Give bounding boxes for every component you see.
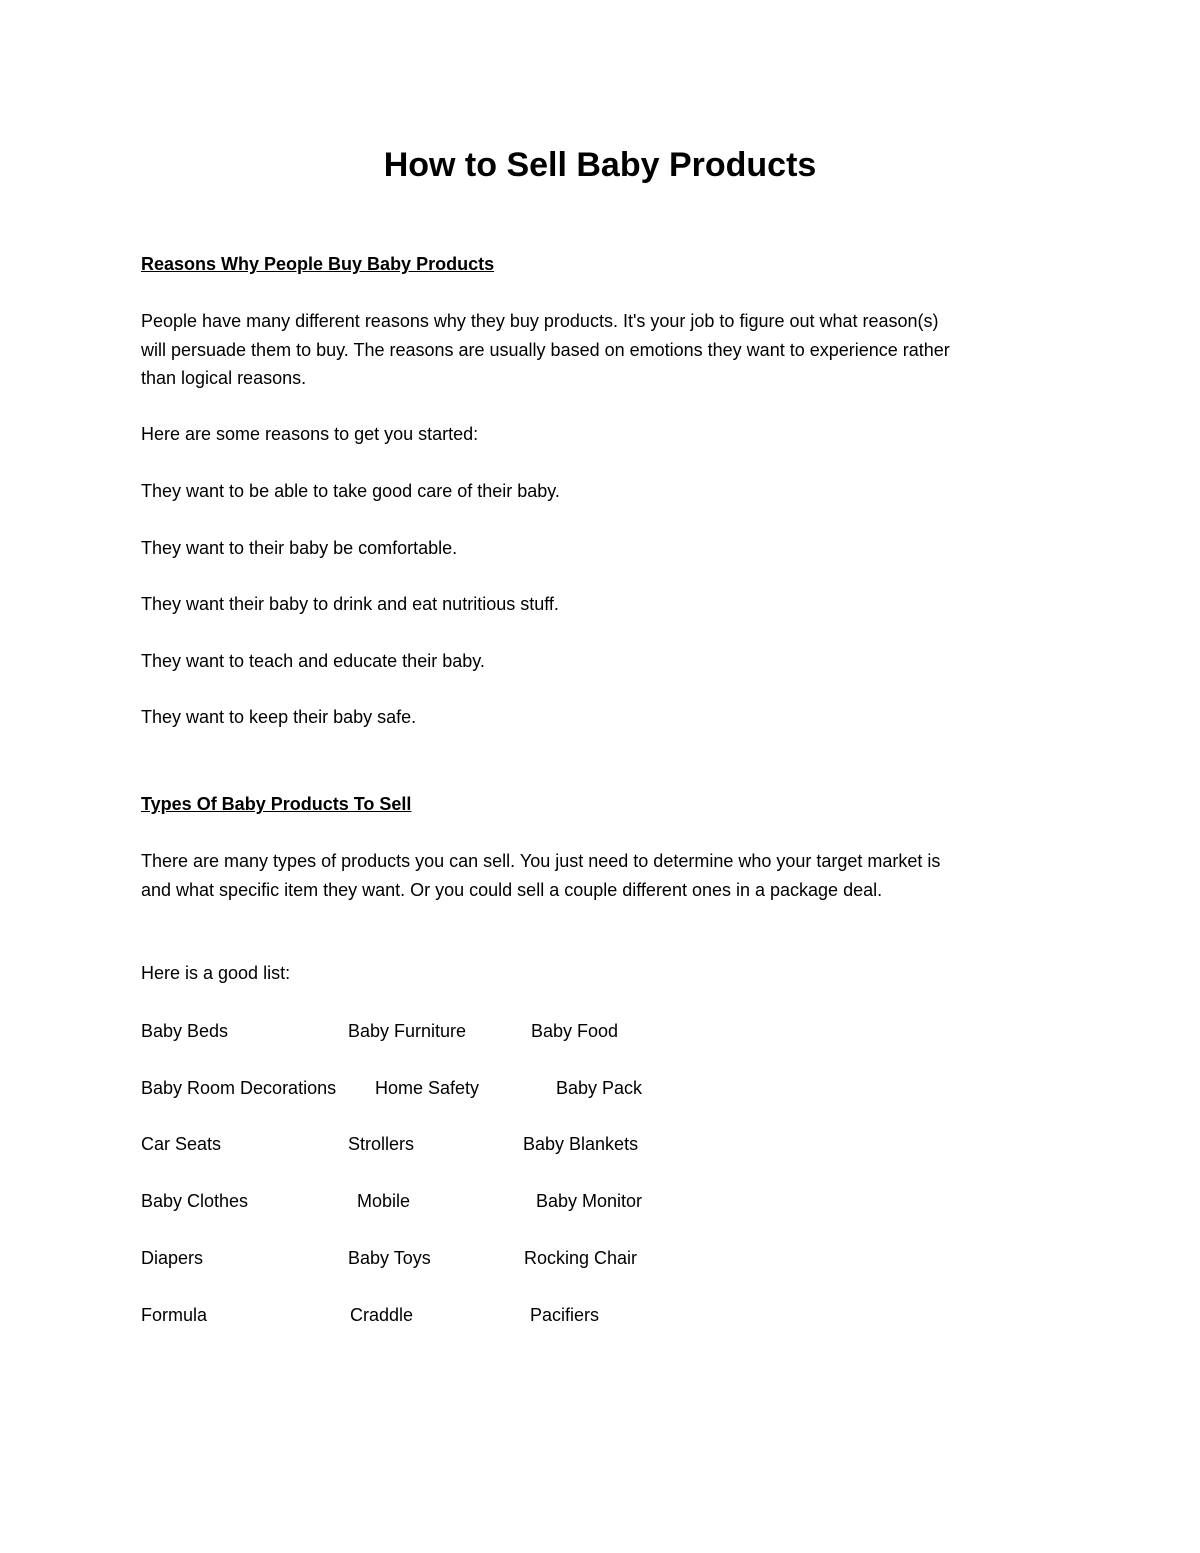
product-item: Home Safety [375, 1078, 480, 1098]
product-item: Strollers [348, 1134, 415, 1154]
reasons-intro-paragraph: People have many different reasons why they buy products. It's your job to figure out what reason(s) will persuade them to buy. The reasons are usually based on emotions they want to experience rather than logical reasons. [141, 311, 950, 388]
product-item: Car Seats [141, 1134, 222, 1154]
product-item: Craddle [350, 1305, 414, 1325]
section-heading-types: Types Of Baby Products To Sell [141, 794, 412, 814]
product-item: Rocking Chair [524, 1248, 638, 1268]
reason-item: They want to be able to take good care of their baby. [141, 481, 560, 501]
reason-item: They want their baby to drink and eat nutritious stuff. [141, 594, 559, 614]
product-item: Baby Beds [141, 1021, 229, 1041]
product-item: Baby Monitor [536, 1191, 643, 1211]
product-item: Baby Pack [556, 1078, 643, 1098]
product-item: Baby Toys [348, 1248, 431, 1268]
product-item: Baby Room Decorations [141, 1078, 337, 1098]
product-item: Baby Clothes [141, 1191, 249, 1211]
types-lead-text: Here is a good list: [141, 963, 291, 983]
product-item: Baby Food [531, 1021, 619, 1041]
reason-item: They want to their baby be comfortable. [141, 538, 458, 558]
product-item: Baby Furniture [348, 1021, 467, 1041]
reason-item: They want to teach and educate their baby. [141, 651, 485, 671]
product-item: Mobile [357, 1191, 411, 1211]
reason-item: They want to keep their baby safe. [141, 707, 417, 727]
product-item: Pacifiers [530, 1305, 600, 1325]
types-intro-paragraph: There are many types of products you can sell. You just need to determine who your target market is and what specific item they want. Or you could sell a couple different ones in a package deal. [141, 851, 941, 900]
product-item: Diapers [141, 1248, 204, 1268]
product-item: Baby Blankets [523, 1134, 639, 1154]
product-item: Formula [141, 1305, 208, 1325]
section-heading-reasons: Reasons Why People Buy Baby Products [141, 254, 495, 274]
reasons-lead-text: Here are some reasons to get you started: [141, 424, 479, 444]
page-title: How to Sell Baby Products [383, 146, 817, 184]
